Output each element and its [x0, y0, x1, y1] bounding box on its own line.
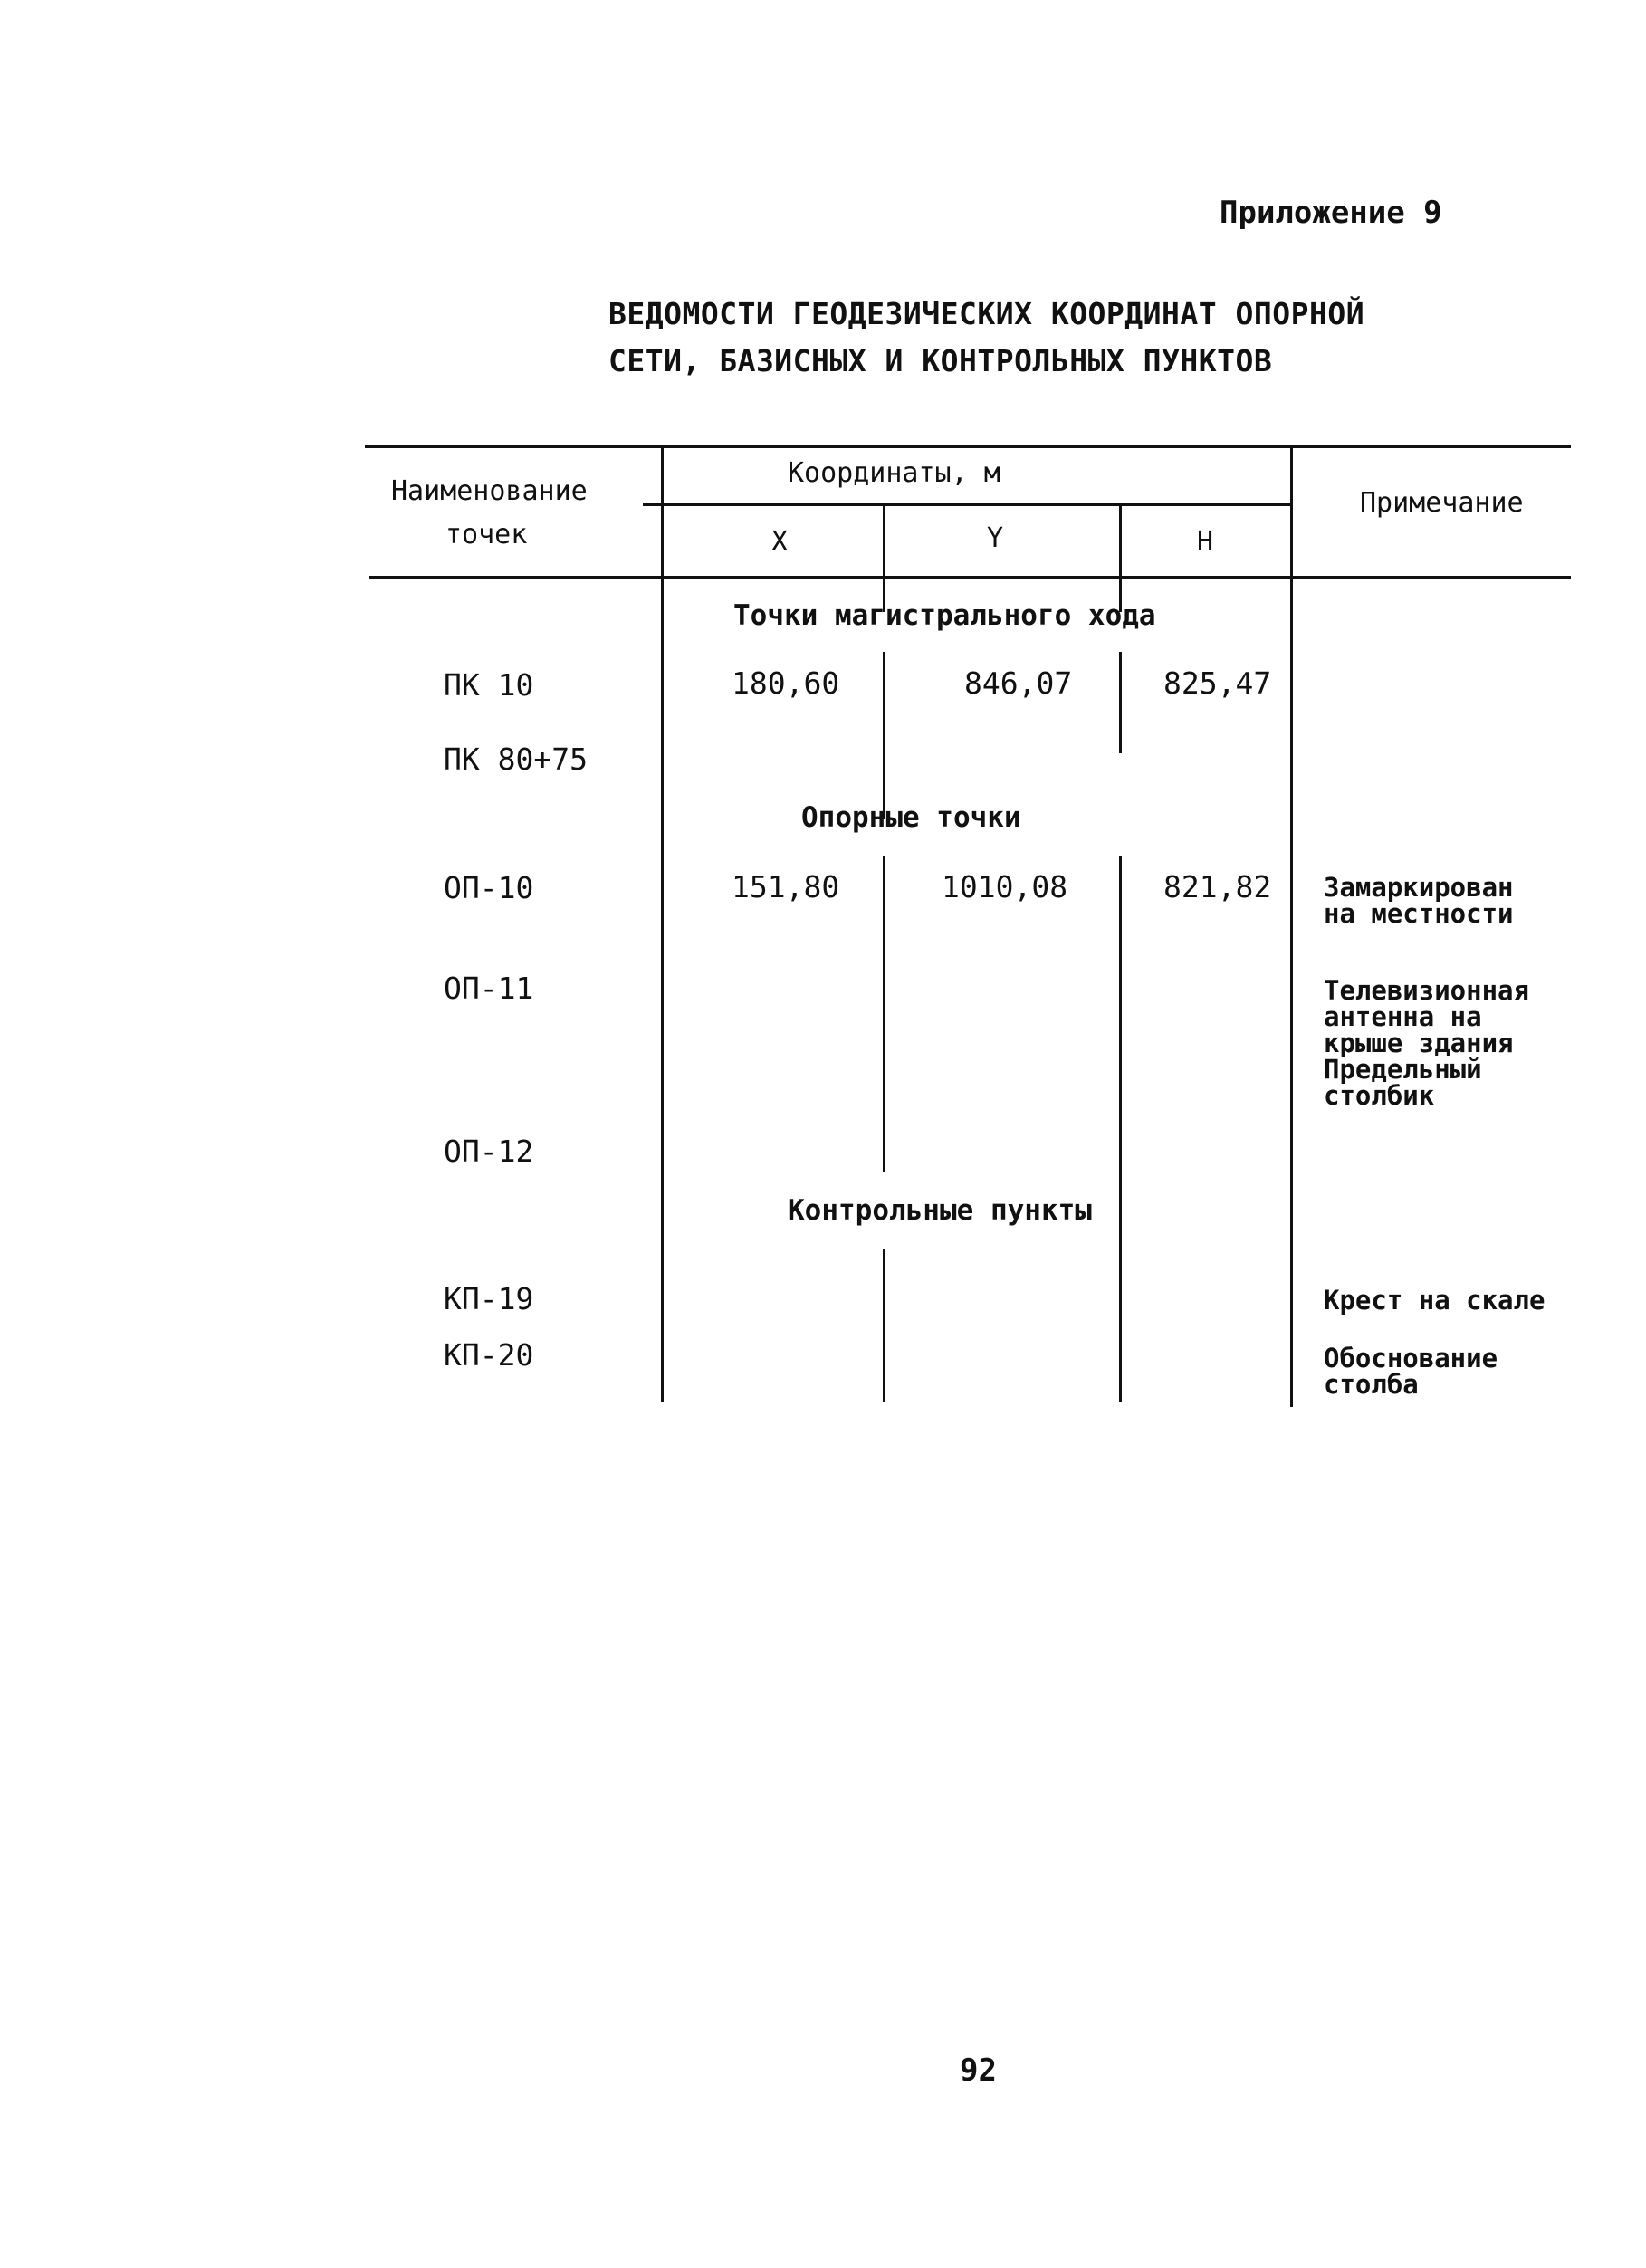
- row-point-name: ОП-10: [444, 870, 534, 905]
- document-title-line-1: ВЕДОМОСТИ ГЕОДЕЗИЧЕСКИХ КООРДИНАТ ОПОРНОЙ: [608, 296, 1365, 331]
- row-point-name: ПК 10: [444, 667, 534, 703]
- section-control: Контрольные пункты: [788, 1194, 1092, 1227]
- col-divider-x-3: [883, 856, 885, 1172]
- header-bottom-rule: [369, 576, 1571, 579]
- col-divider-y: [1119, 505, 1122, 612]
- coords-subheader-rule: [643, 503, 1290, 506]
- page-number: 92: [960, 2053, 997, 2089]
- row-point-name: ПК 80+75: [444, 742, 588, 777]
- col-divider-h: [1290, 447, 1293, 1407]
- row-y-value: 846,07: [964, 665, 1073, 701]
- appendix-label: Приложение 9: [1220, 195, 1442, 231]
- section-magistral: Точки магистрального хода: [733, 599, 1156, 632]
- col-divider-name: [661, 447, 664, 1402]
- header-y: Y: [987, 522, 1004, 554]
- col-divider-y-4: [1119, 856, 1122, 1402]
- header-name-line-2: точек: [445, 519, 528, 550]
- row-point-name: КП-20: [444, 1337, 534, 1373]
- header-name-line-1: Наименование: [391, 475, 588, 507]
- row-point-name: КП-19: [444, 1281, 534, 1316]
- header-note: Примечание: [1360, 487, 1524, 519]
- row-note: Телевизионная антенна на крыше здания Предельный столбик: [1324, 975, 1529, 1111]
- document-title-line-2: СЕТИ, БАЗИСНЫХ И КОНТРОЛЬНЫХ ПУНКТОВ: [608, 343, 1273, 378]
- row-h-value: 821,82: [1163, 869, 1272, 904]
- col-divider-x-2: [883, 652, 885, 819]
- section-support: Опорные точки: [801, 801, 1021, 834]
- table-top-rule: [365, 445, 1571, 448]
- col-divider-x-4: [883, 1249, 885, 1402]
- row-h-value: 825,47: [1163, 665, 1272, 701]
- row-point-name: ОП-12: [444, 1134, 534, 1169]
- col-divider-x: [883, 505, 885, 612]
- row-x-value: 151,80: [732, 869, 840, 904]
- header-coordinates: Координаты, м: [788, 457, 1000, 489]
- header-h: H: [1197, 526, 1214, 558]
- row-x-value: 180,60: [732, 665, 840, 701]
- row-note: Обоснование столба: [1324, 1343, 1498, 1400]
- row-note: Крест на скале: [1324, 1285, 1546, 1316]
- row-note: Замаркирован на местности: [1324, 872, 1514, 929]
- row-y-value: 1010,08: [942, 869, 1068, 904]
- col-divider-y-3: [1119, 652, 1122, 753]
- header-x: X: [771, 526, 789, 558]
- row-point-name: ОП-11: [444, 971, 534, 1006]
